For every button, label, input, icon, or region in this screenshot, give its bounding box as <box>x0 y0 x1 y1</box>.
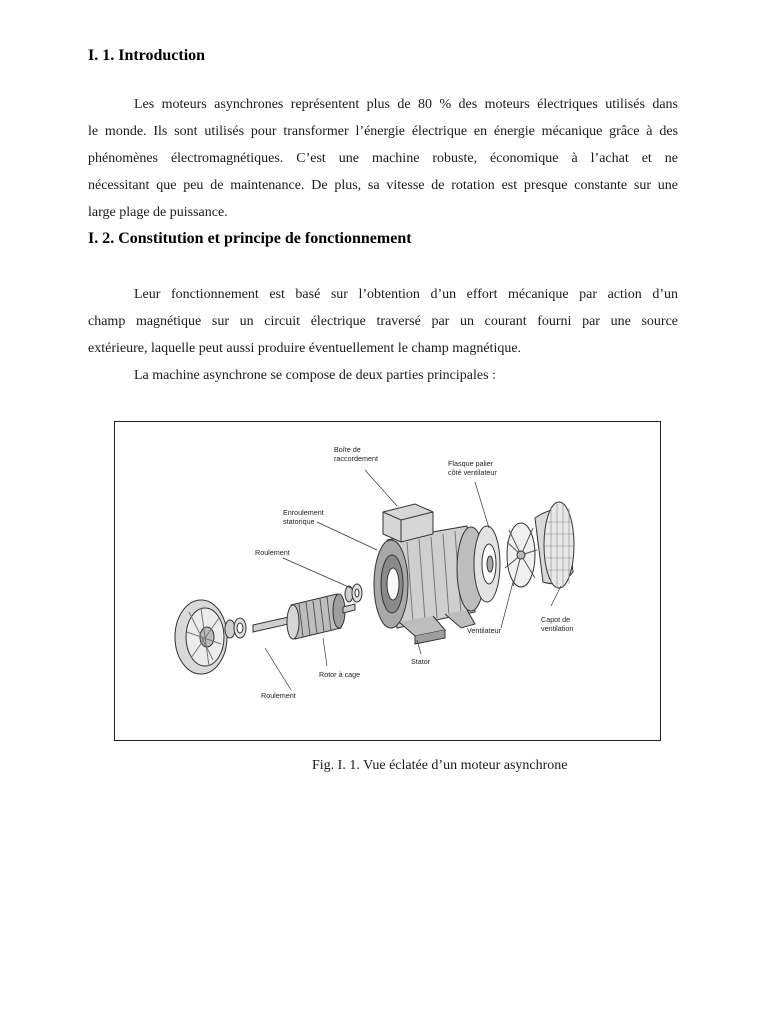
cooling-fan <box>505 523 537 587</box>
figure-caption: Fig. I. 1. Vue éclatée d’un moteur asynchrone <box>312 758 568 773</box>
label-fan: Ventilateur <box>467 626 501 635</box>
motor-drawing <box>175 502 574 674</box>
text-line: Leur fonctionnement est basé sur l’obtention d’un effort mécanique par action d’un <box>134 287 678 302</box>
rotor-cage <box>253 594 355 639</box>
bearings-left <box>225 618 246 638</box>
text-line: champ magnétique sur un circuit électrique traversé par un courant fourni par une source <box>88 314 678 329</box>
fan-side-flange <box>474 526 500 602</box>
parts-intro-paragraph <box>88 362 678 389</box>
exploded-motor-figure <box>114 421 661 741</box>
label-terminal-box: raccordement <box>334 454 378 463</box>
label-rotor: Rotor à cage <box>319 670 361 679</box>
text-line: le monde. Ils sont utilisés pour transformer l’énergie électrique en énergie mécanique grâce à des <box>88 124 678 139</box>
section-heading-constitution: I. 2. Constitution et principe de fonctionnement <box>88 230 412 247</box>
constitution-paragraph <box>88 281 678 362</box>
label-stator-winding: statorique <box>283 517 315 526</box>
label-bearing-bottom: Roulement <box>261 691 296 700</box>
text-line: La machine asynchrone se compose de deux parties principales : <box>134 368 496 383</box>
end-shield-left <box>175 600 227 674</box>
label-flange: Flasque palier <box>448 459 494 468</box>
text-line: extérieure, laquelle peut aussi produire éventuellement le champ magnétique. <box>88 341 522 356</box>
stator-housing <box>374 504 485 644</box>
text-line: Les moteurs asynchrones représentent plus de 80 % des moteurs électriques utilisés dans <box>134 97 678 112</box>
text-line: nécessitant que peu de maintenance. De plus, sa vitesse de rotation est presque constante sur une <box>88 178 678 193</box>
text-line: phénomènes électromagnétiques. C’est une machine robuste, économique à l’achat et ne <box>88 151 678 166</box>
label-stator-winding: Enroulement <box>283 508 324 517</box>
introduction-paragraph <box>88 91 678 226</box>
motor-illustration <box>115 422 660 740</box>
text-line: large plage de puissance. <box>88 205 228 220</box>
label-bearing-top: Roulement <box>255 548 290 557</box>
fan-cover <box>535 502 574 588</box>
label-fan-cover: Capot de <box>541 615 571 624</box>
label-terminal-box: Boîte de <box>334 445 361 454</box>
label-flange: côté ventilateur <box>448 468 497 477</box>
label-fan-cover: ventilation <box>541 624 574 633</box>
label-stator: Stator <box>411 657 431 666</box>
section-heading-introduction: I. 1. Introduction <box>88 47 206 64</box>
